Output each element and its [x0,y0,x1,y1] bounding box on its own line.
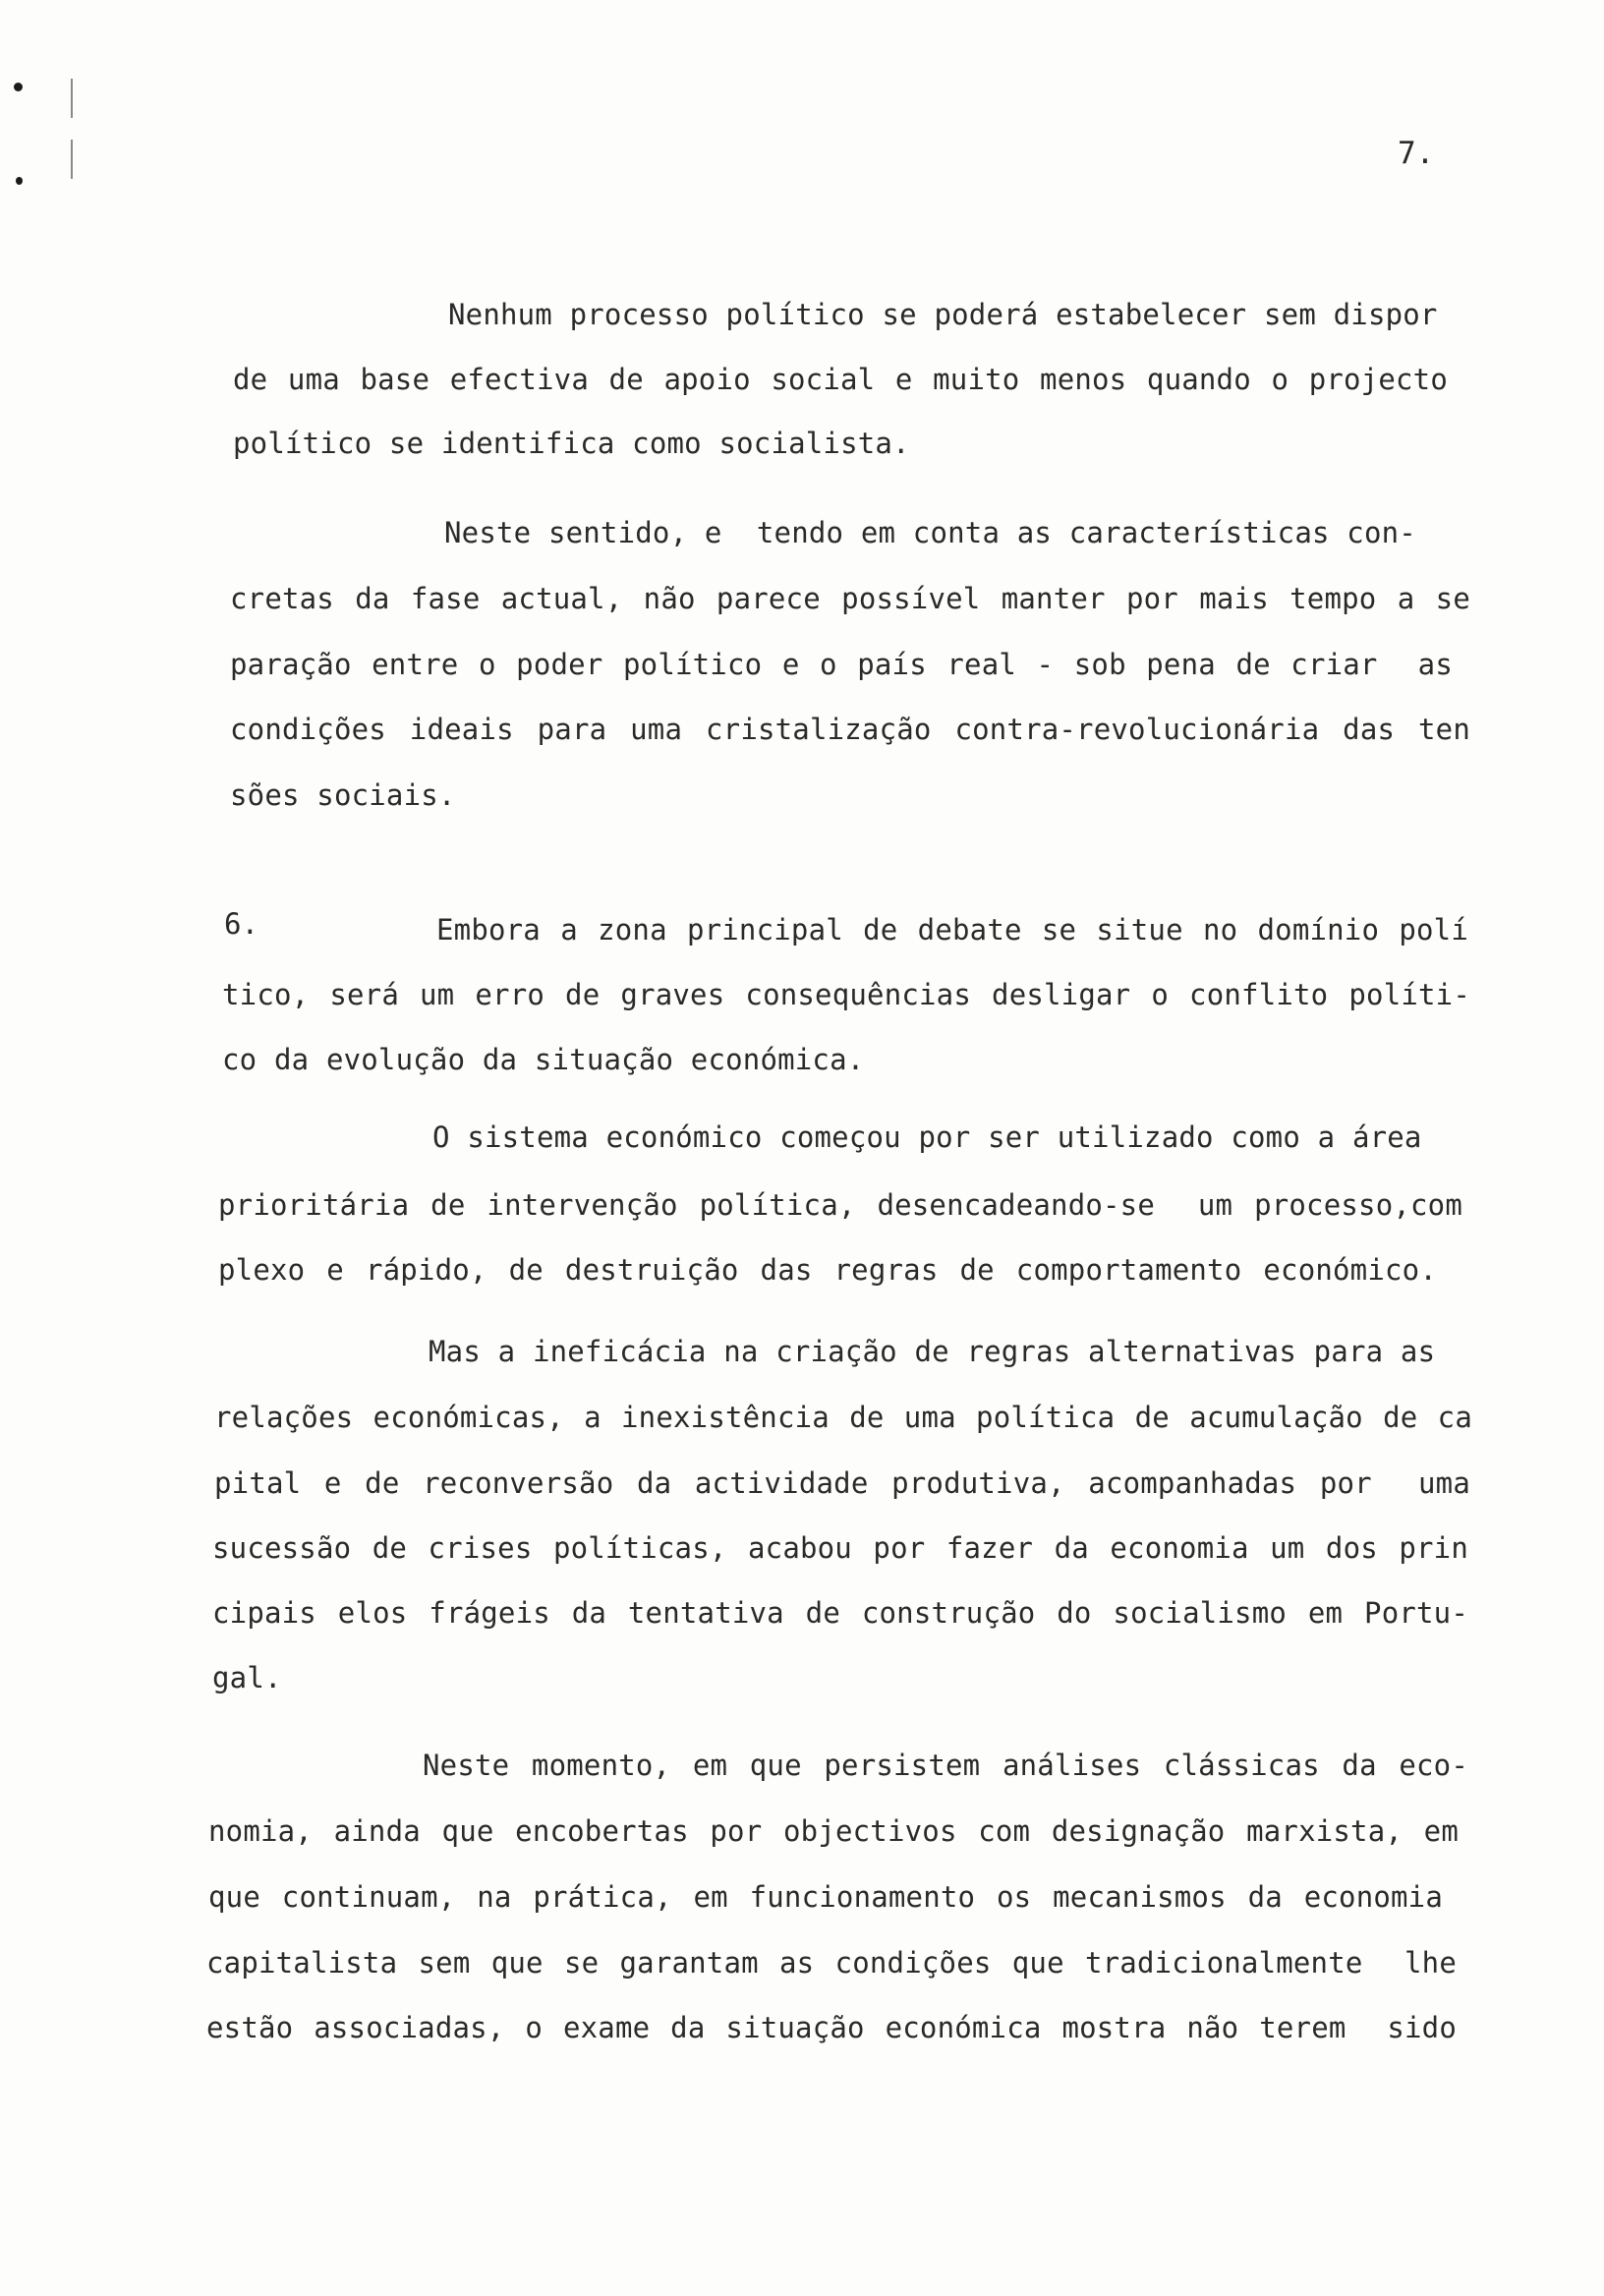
text-line: Neste momento, em que persistem análises clássicas da eco- [423,1749,1468,1782]
text-line: co da evolução da situação económica. [222,1043,865,1076]
text-line: plexo e rápido, de destruição das regras de comportamento económico. [218,1253,1437,1287]
text-line: político se identifica como socialista. [233,427,910,460]
text-line: estão associadas, o exame da situação económica mostra não terem sido [206,2011,1457,2044]
text-line: Neste sentido, e tendo em conta as características con- [444,516,1416,549]
text-line: O sistema económico começou por ser utilizado como a área [432,1120,1422,1154]
text-line: tico, será um erro de graves consequências desligar o conflito políti- [222,978,1470,1011]
text-line: sões sociais. [230,778,456,812]
text-line: de uma base efectiva de apoio social e muito menos quando o projecto [233,363,1448,396]
text-line: nomia, ainda que encobertas por objectivos com designação marxista, em [208,1814,1459,1848]
margin-line [71,79,73,118]
text-line: Mas a ineficácia na criação de regras alternativas para as [429,1335,1436,1368]
text-line: pital e de reconversão da actividade produtiva, acompanhadas por uma [214,1466,1470,1500]
text-line: cretas da fase actual, não parece possível manter por mais tempo a se [230,582,1470,615]
text-line: gal. [212,1661,282,1694]
text-line: sucessão de crises políticas, acabou por fazer da economia um dos prin [212,1531,1468,1565]
text-line: condições ideais para uma cristalização contra-revolucionária das ten [230,713,1470,746]
binder-hole-mark [16,177,23,185]
text-line: capitalista sem que se garantam as condições que tradicionalmente lhe [206,1946,1457,1980]
section-number: 6. [224,907,259,941]
text-line: prioritária de intervenção política, desencadeando-se um processo,com [218,1188,1462,1222]
text-line: Embora a zona principal de debate se situe no domínio polí [436,913,1468,947]
text-line: cipais elos frágeis da tentativa de construção do socialismo em Portu- [212,1596,1468,1630]
text-line: paração entre o poder político e o país real - sob pena de criar as [230,648,1453,681]
text-line: relações económicas, a inexistência de uma política de acumulação de ca [214,1401,1472,1434]
binder-hole-mark [14,83,23,91]
page-number: 7. [1398,136,1435,171]
text-line: que continuam, na prática, em funcionamento os mecanismos da economia [208,1880,1443,1914]
margin-line [71,140,73,179]
text-line: Nenhum processo político se poderá estabelecer sem dispor [448,298,1438,331]
